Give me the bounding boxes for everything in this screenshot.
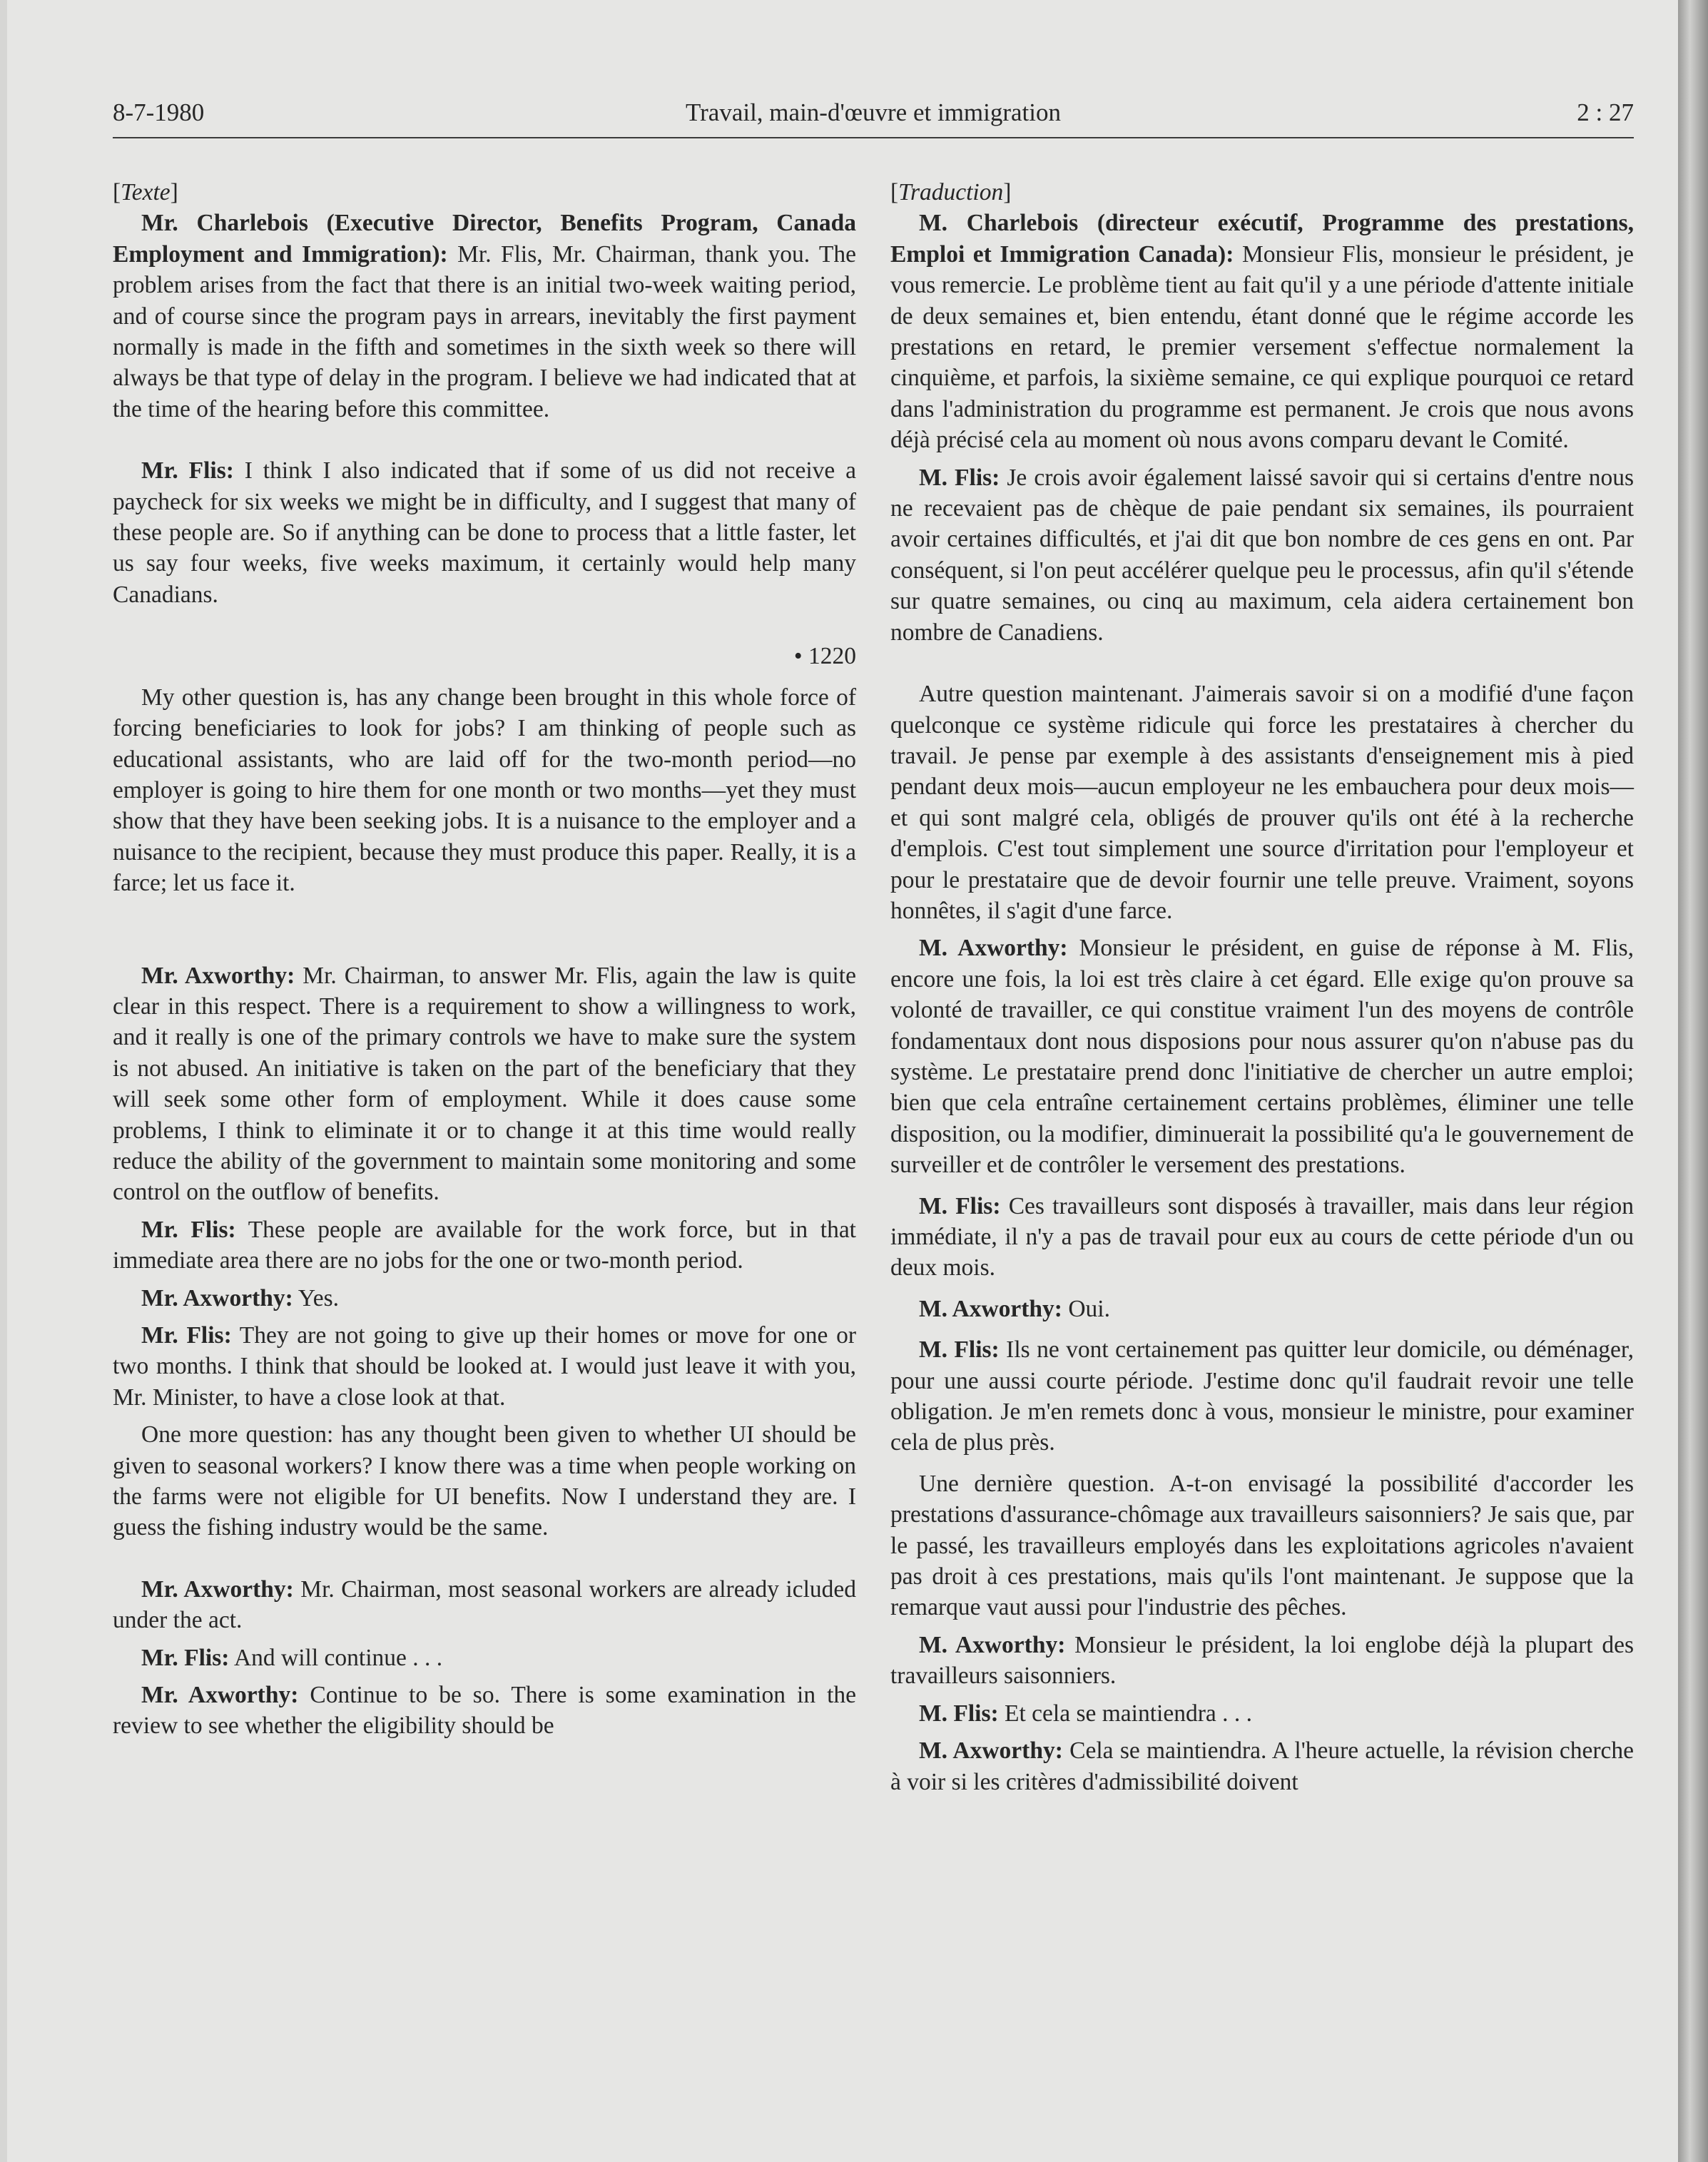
speaker: Mr. Axworthy: bbox=[141, 1682, 299, 1709]
header-title: Travail, main-d'œuvre et immigration bbox=[685, 98, 1062, 126]
paragraph: M. Axworthy: Oui. bbox=[919, 1295, 1110, 1322]
paragraph: M. Flis: Ils ne vont certainement pas quitter leur domicile, ou déménager, pour une aussi courte période. J'estime donc qu'il faudrait revoir une telle obligation. Je m'en remets donc à vous, monsieur le ministre, pour examiner cela de plus près. bbox=[890, 1336, 1635, 1456]
speaker: M. Charlebois (directeur exécutif, Programme des prestations, Emploi et Immigration Canada): bbox=[890, 210, 1634, 268]
paragraph: Mr. Flis: And will continue . . . bbox=[141, 1644, 443, 1671]
speaker: Mr. Flis: bbox=[141, 1644, 230, 1671]
paragraph: M. Axworthy: Cela se maintiendra. A l'heure actuelle, la révision cherche à voir si les critères d'admissibilité doivent bbox=[890, 1737, 1635, 1795]
paragraph: Mr. Axworthy: Mr. Chairman, to answer Mr. Flis, again the law is quite clear in this respect. There is a requirement to show a willingness to work, and it really is one of the primary controls we have to make sure the system is not abused. An initiative is taken on the part of the beneficiary that they will seek some other form of employment. While it does cause some problems, I think to eliminate it or to change it at this time would really reduce the ability of the government to maintain some monitoring and some control on the outflow of benefits. bbox=[113, 962, 856, 1206]
paragraph: M. Axworthy: Monsieur le président, la loi englobe déjà la plupart des travailleurs saisonniers. bbox=[890, 1631, 1635, 1690]
page-right-edge bbox=[1678, 0, 1708, 2162]
paragraph: Autre question maintenant. J'aimerais savoir si on a modifié d'une façon quelconque ce système ridicule qui force les prestataires à chercher du travail. Je pense par exemple à des assistants d'enseignement mis à pied pendant deux mois—aucun employeur ne les embauchera pour deux mois—et qui sont malgré cela, obligés de prouver qu'ils ont été à la recherche d'emplois. C'est tout simplement une source d'irritation pour l'employeur et pour le prestataire que de devoir fournir une telle preuve. Vraiment, soyons honnêtes, il s'agit d'une farce. bbox=[890, 681, 1634, 924]
paragraph: M. Axworthy: Monsieur le président, en guise de réponse à M. Flis, encore une fois, la loi est très claire à cet égard. Elle exige qu'on prouve sa volonté de travailler, ce qui constitue vraiment l'un des moyens de contrôle fondamentaux dont nous disposions pour nous assurer qu'on n'abuse pas du système. Le prestataire prend donc l'initiative de chercher un autre emploi; bien que cela entraîne certainement certains problèmes, éliminer une telle disposition, ou la modifier, diminuerait la possibilité qu'a le gouvernement de surveiller et de contrôler le versement des prestations. bbox=[890, 935, 1634, 1179]
paragraph: M. Flis: Ces travailleurs sont disposés à travailler, mais dans leur région immédiate, il n'y a pas de travail pour eux au cours de cette période d'un ou deux mois. bbox=[890, 1192, 1635, 1282]
speaker: M. Axworthy: bbox=[919, 1295, 1062, 1322]
header-date: 8-7-1980 bbox=[113, 98, 205, 126]
speaker: Mr. Flis: bbox=[141, 1322, 232, 1349]
speaker: M. Axworthy: bbox=[919, 935, 1068, 962]
paragraph: My other question is, has any change been brought in this whole force of forcing beneficiaries to look for jobs? I am thinking of people such as educational assistants, who are laid off for the two-month period—no employer is going to hire them for one month or two months—yet they must show that they have been seeking jobs. It is a nuisance to the employer and a nuisance to the recipient, because they must produce this paper. Really, it is a farce; let us face it. bbox=[113, 684, 856, 897]
section-tag: [Texte] bbox=[113, 179, 178, 205]
speaker: Mr. Flis: bbox=[141, 1216, 236, 1243]
paragraph: Une dernière question. A-t-on envisagé la possibilité d'accorder les prestations d'assurance-chômage aux travailleurs saisonniers? Je sais que, par le passé, les travailleurs employés dans les exploitations agricoles n'avaient pas droit à ces prestations, mais qu'ils l'ont maintenant. Je suppose que la remarque vaut aussi pour l'industrie des pêches. bbox=[890, 1470, 1634, 1621]
paragraph: M. Charlebois (directeur exécutif, Programme des prestations, Emploi et Immigration Canada): Monsieur Flis, monsieur le président, je vous remercie. Le problème tient au fait qu'il y a une période d'attente initiale de deux semaines et, bien entendu, étant donné que le régime accorde les prestations en retard, le premier versement s'effectue normalement la cinquième, et parfois, la sixième semaine, ce qui explique pourquoi ce retard dans l'administration du programme est permanent. Je crois que nous avons déjà précisé cela au moment où nous avons comparu devant le Comité. bbox=[890, 210, 1635, 454]
paragraph: Mr. Axworthy: Continue to be so. There is some examination in the review to see whether the eligibility should be bbox=[113, 1682, 857, 1740]
section-tag: [Traduction] bbox=[890, 179, 1012, 205]
speaker: M. Flis: bbox=[919, 1336, 1000, 1364]
paragraph: Mr. Charlebois (Executive Director, Benefits Program, Canada Employment and Immigration): Mr. Flis, Mr. Chairman, thank you. The problem arises from the fact that there is an initial two-week waiting period, and of course since the program pays in arrears, inevitably the first payment normally is made in the fifth and sometimes in the sixth week so there will always be that type of delay in the program. I believe we had indicated that at the time of the hearing before this committee. bbox=[113, 210, 857, 422]
header-page-number: 2 : 27 bbox=[1577, 98, 1634, 126]
speaker: Mr. Flis: bbox=[141, 457, 234, 484]
paragraph: M. Flis: Je crois avoir également laissé savoir qui si certains d'entre nous ne recevaient pas de chèque de paie pendant six semaines, ils pourraient avoir certaines difficultés, et j'ai dit que bon nombre de ces gens en ont. Par conséquent, si l'on peut accélérer quelque peu le processus, afin qu'il s'étende sur quatre semaines, ou cinq au maximum, cela aidera certainement bon nombre de Canadiens. bbox=[890, 464, 1635, 646]
speaker: M. Flis: bbox=[919, 464, 1000, 491]
page-left-edge bbox=[0, 0, 7, 2162]
paragraph: Mr. Flis: I think I also indicated that if some of us did not receive a paycheck for six weeks we might be in difficulty, and I suggest that many of these people are. So if anything can be done to process that a little faster, let us say four weeks, five weeks maximum, it certainly would help many Canadians. bbox=[113, 457, 857, 608]
right-column bbox=[890, 177, 1634, 1797]
page-header bbox=[113, 98, 1634, 138]
paragraph: One more question: has any thought been given to whether UI should be given to seasonal workers? I know there was a time when people working on the farms were not eligible for UI benefits. Now I understand they are. I guess the fishing industry would be the same. bbox=[113, 1421, 856, 1541]
speaker: Mr. Axworthy: bbox=[141, 962, 295, 989]
paragraph: Mr. Axworthy: Mr. Chairman, most seasonal workers are already icluded under the act. bbox=[113, 1575, 857, 1634]
paragraph: Mr. Axworthy: Yes. bbox=[141, 1284, 340, 1311]
paragraph: Mr. Flis: They are not going to give up their homes or move for one or two months. I think that should be looked at. I would just leave it with you, Mr. Minister, to have a close look at that. bbox=[113, 1322, 856, 1411]
paragraph: Mr. Flis: These people are available for the work force, but in that immediate area there are no jobs for the one or two-month period. bbox=[113, 1216, 856, 1274]
left-column bbox=[113, 177, 856, 1742]
speaker: Mr. Charlebois (Executive Director, Benefits Program, Canada Employment and Immigration): bbox=[113, 210, 856, 268]
speaker: Mr. Axworthy: bbox=[141, 1284, 293, 1311]
speaker: M. Flis: bbox=[919, 1700, 999, 1727]
speaker: M. Axworthy: bbox=[919, 1737, 1063, 1765]
time-marker: • 1220 bbox=[793, 643, 856, 670]
speaker: M. Axworthy: bbox=[919, 1631, 1066, 1658]
header-rule bbox=[113, 137, 1634, 138]
paragraph: M. Flis: Et cela se maintiendra . . . bbox=[919, 1700, 1252, 1727]
speaker: Mr. Axworthy: bbox=[141, 1575, 294, 1603]
speaker: M. Flis: bbox=[919, 1192, 1001, 1219]
